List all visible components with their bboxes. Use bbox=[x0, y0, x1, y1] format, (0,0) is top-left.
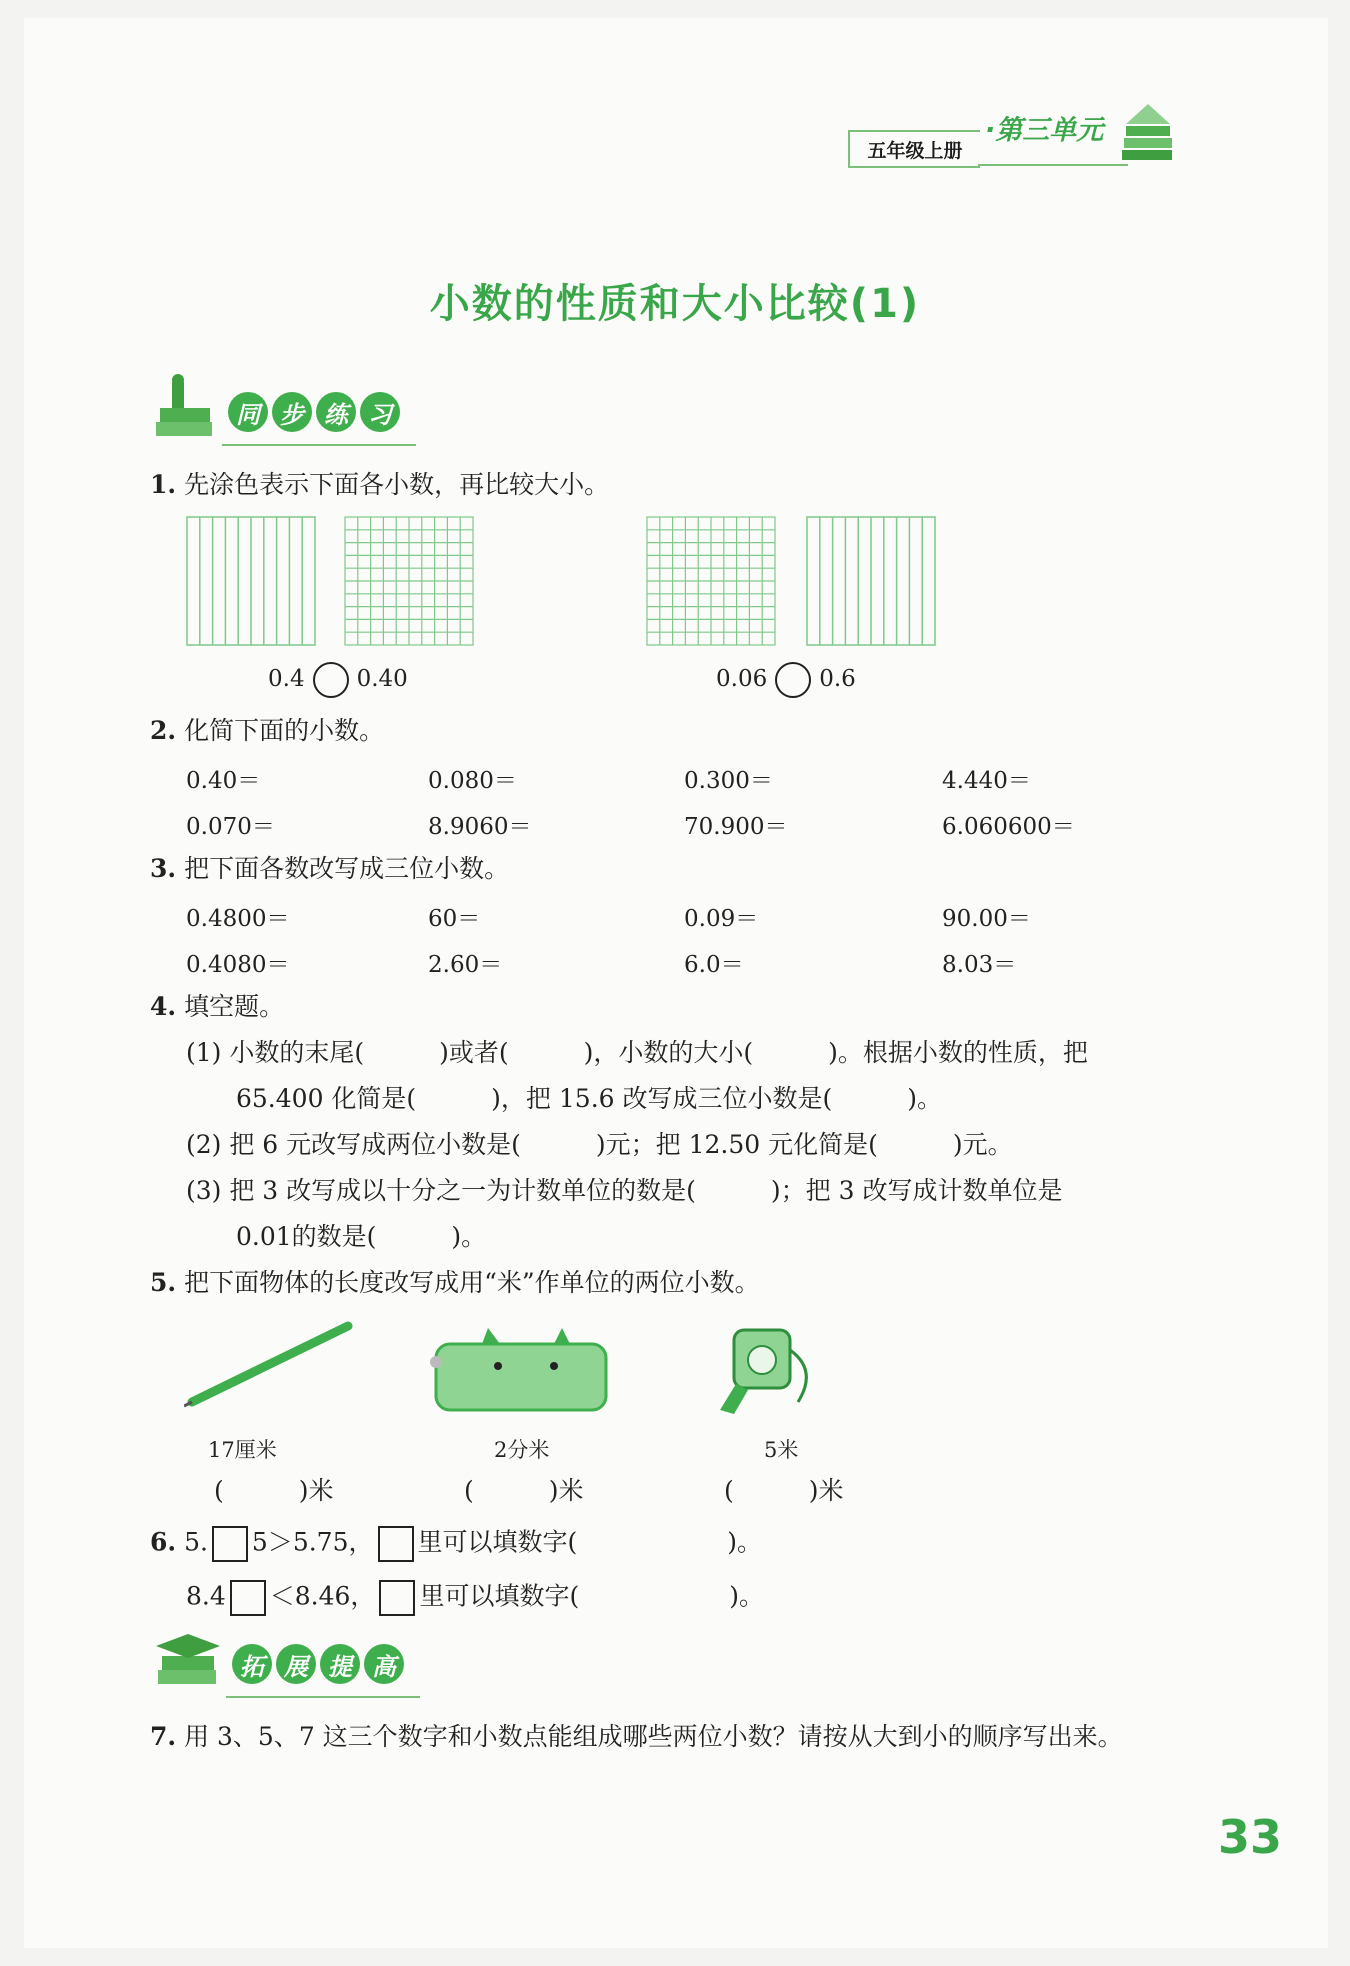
q4-line-3[interactable]: (2) 把 6 元改写成两位小数是( )元；把 12.50 元化简是( )元。 bbox=[186, 1130, 1013, 1159]
q3-number: 3. bbox=[150, 854, 177, 883]
q3-item[interactable]: 8.03＝ bbox=[942, 952, 1017, 978]
section-underline bbox=[226, 1696, 420, 1698]
q2-item[interactable]: 0.40＝ bbox=[186, 768, 261, 794]
extend-char-2: 展 bbox=[276, 1644, 316, 1684]
compare-1-right: 0.40 bbox=[356, 666, 408, 692]
q2 bbox=[150, 716, 384, 746]
q3-item[interactable]: 0.4800＝ bbox=[186, 906, 290, 932]
q2-item[interactable]: 4.440＝ bbox=[942, 768, 1031, 794]
q4-number: 4. bbox=[150, 992, 177, 1021]
compare-2-left: 0.06 bbox=[716, 666, 768, 692]
q5-caption: 5米 bbox=[764, 1438, 799, 1462]
compare-1 bbox=[268, 662, 408, 698]
digit-box-ref bbox=[378, 1526, 414, 1562]
grid-tenths-1[interactable] bbox=[186, 516, 316, 646]
q7 bbox=[150, 1722, 1123, 1752]
q5-answer[interactable]: ( )米 bbox=[214, 1476, 334, 1505]
q4-line-2[interactable]: 65.400 化简是( )，把 15.6 改写成三位小数是( )。 bbox=[236, 1084, 942, 1113]
book-stack-icon bbox=[1120, 98, 1176, 168]
q2-item[interactable]: 0.080＝ bbox=[428, 768, 517, 794]
q6-l1-part-c[interactable]: 里可以填数字( )。 bbox=[417, 1527, 763, 1557]
q6-line-2 bbox=[186, 1580, 764, 1616]
q6-l2-part-b: ＜8.46， bbox=[269, 1581, 376, 1611]
unit-label: ·第三单元 bbox=[985, 115, 1104, 146]
compare-1-left: 0.4 bbox=[268, 666, 305, 692]
page-number: 33 bbox=[1218, 1810, 1283, 1864]
q6-l1-part-a: 5. bbox=[184, 1527, 208, 1557]
q4-text: 填空题。 bbox=[184, 992, 285, 1021]
q6-number: 6. bbox=[150, 1527, 177, 1557]
q4-line-4[interactable]: (3) 把 3 改写成以十分之一为计数单位的数是( )；把 3 改写成计数单位是 bbox=[186, 1176, 1063, 1205]
header-underline bbox=[978, 164, 1128, 166]
section-extend bbox=[232, 1644, 404, 1684]
q2-item[interactable]: 0.300＝ bbox=[684, 768, 773, 794]
q2-item[interactable]: 8.9060＝ bbox=[428, 814, 532, 840]
q6-l1-part-b: 5＞5.75， bbox=[251, 1527, 374, 1557]
pencil-case-icon bbox=[426, 1318, 616, 1418]
q1 bbox=[150, 470, 609, 500]
q1-text: 先涂色表示下面各小数，再比较大小。 bbox=[184, 470, 610, 499]
section-underline bbox=[222, 444, 416, 446]
section-sync bbox=[228, 392, 400, 432]
grid-hundredths-2[interactable] bbox=[646, 516, 776, 646]
sync-char-3: 练 bbox=[316, 392, 356, 432]
q6-l2-part-a: 8.4 bbox=[186, 1581, 226, 1611]
q3-item[interactable]: 60＝ bbox=[428, 906, 481, 932]
compare-2 bbox=[716, 662, 856, 698]
compare-circle-1[interactable] bbox=[313, 662, 349, 698]
q3-item[interactable]: 6.0＝ bbox=[684, 952, 744, 978]
q5-caption: 2分米 bbox=[494, 1438, 550, 1462]
q6-l2-part-c[interactable]: 里可以填数字( )。 bbox=[419, 1581, 764, 1611]
q1-number: 1. bbox=[150, 470, 177, 499]
digit-box-ref bbox=[379, 1580, 415, 1616]
q3-item[interactable]: 0.09＝ bbox=[684, 906, 759, 932]
q5 bbox=[150, 1268, 760, 1298]
q2-text: 化简下面的小数。 bbox=[184, 716, 385, 745]
q2-item[interactable]: 70.900＝ bbox=[684, 814, 788, 840]
extend-char-1: 拓 bbox=[232, 1644, 272, 1684]
q5-answer[interactable]: ( )米 bbox=[464, 1476, 584, 1505]
q7-text: 用 3、5、7 这三个数字和小数点能组成哪些两位小数？请按从大到小的顺序写出来。 bbox=[184, 1722, 1123, 1751]
q3 bbox=[150, 854, 509, 884]
compare-circle-2[interactable] bbox=[775, 662, 811, 698]
q4-line-5[interactable]: 0.01的数是( )。 bbox=[236, 1222, 487, 1251]
q5-text: 把下面物体的长度改写成用“米”作单位的两位小数。 bbox=[184, 1268, 760, 1297]
graduation-books-icon bbox=[150, 1630, 226, 1700]
q2-item[interactable]: 6.060600＝ bbox=[942, 814, 1075, 840]
q5-number: 5. bbox=[150, 1268, 177, 1297]
grid-tenths-2[interactable] bbox=[806, 516, 936, 646]
q4 bbox=[150, 992, 284, 1022]
extend-char-3: 提 bbox=[320, 1644, 360, 1684]
pencil-icon bbox=[184, 1318, 354, 1408]
q3-item[interactable]: 2.60＝ bbox=[428, 952, 503, 978]
sync-char-2: 步 bbox=[272, 392, 312, 432]
q2-number: 2. bbox=[150, 716, 177, 745]
books-icon bbox=[150, 372, 220, 452]
q7-number: 7. bbox=[150, 1722, 177, 1751]
q3-text: 把下面各数改写成三位小数。 bbox=[184, 854, 510, 883]
q5-caption: 17厘米 bbox=[208, 1438, 277, 1462]
q4-line-1[interactable]: (1) 小数的末尾( )或者( )，小数的大小( )。根据小数的性质，把 bbox=[186, 1038, 1088, 1067]
sync-char-4: 习 bbox=[360, 392, 400, 432]
q2-item[interactable]: 0.070＝ bbox=[186, 814, 275, 840]
extend-char-4: 高 bbox=[364, 1644, 404, 1684]
grid-hundredths-1[interactable] bbox=[344, 516, 474, 646]
compare-2-right: 0.6 bbox=[819, 666, 856, 692]
digit-box[interactable] bbox=[230, 1580, 266, 1616]
q6-line-1 bbox=[150, 1526, 762, 1562]
q3-item[interactable]: 0.4080＝ bbox=[186, 952, 290, 978]
tape-measure-icon bbox=[714, 1310, 824, 1420]
digit-box[interactable] bbox=[212, 1526, 248, 1562]
sync-char-1: 同 bbox=[228, 392, 268, 432]
q5-answer[interactable]: ( )米 bbox=[724, 1476, 844, 1505]
page-title: 小数的性质和大小比较(1) bbox=[429, 281, 921, 327]
q3-item[interactable]: 90.00＝ bbox=[942, 906, 1031, 932]
grade-label: 五年级上册 bbox=[848, 130, 980, 168]
